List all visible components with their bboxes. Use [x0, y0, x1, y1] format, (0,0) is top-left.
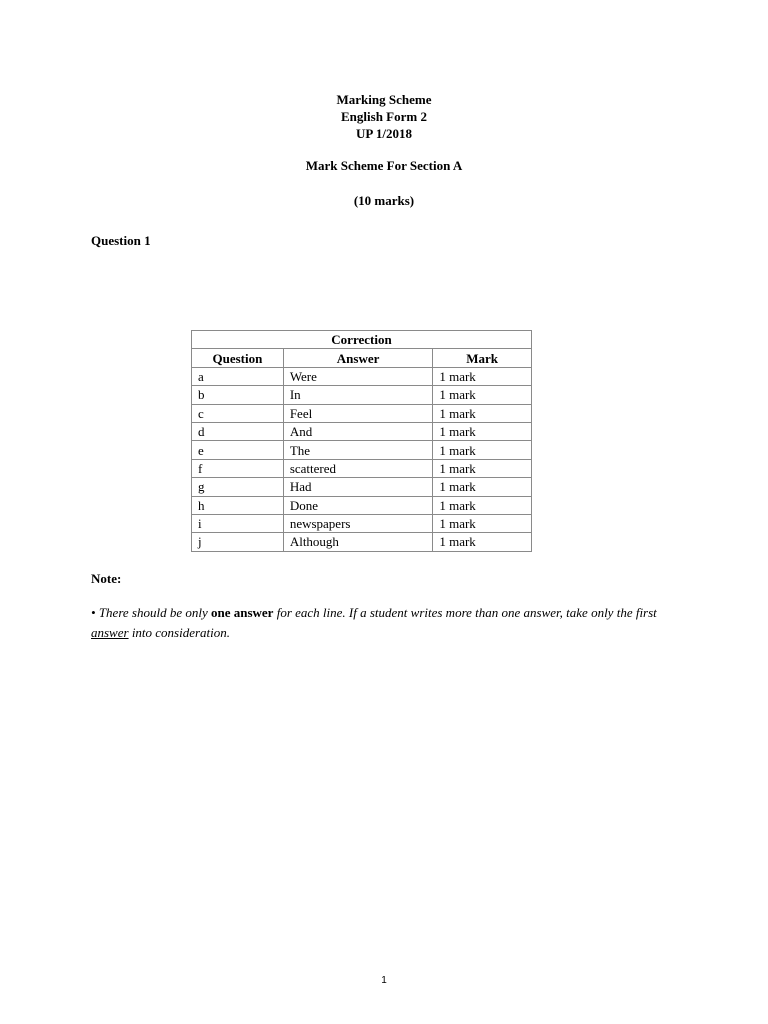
- section-title: Mark Scheme For Section A: [305, 158, 463, 173]
- note-text-part1: There should be only: [98, 605, 211, 620]
- note-heading: Note:: [91, 571, 122, 586]
- note-text-bold: one answer: [210, 605, 274, 620]
- note-bullet: •: [91, 605, 96, 620]
- cell-mark: 1 mark: [433, 514, 532, 532]
- cell-answer: The: [283, 441, 433, 459]
- correction-table: [191, 330, 532, 552]
- column-header-answer: Answer: [283, 349, 433, 367]
- cell-mark: 1 mark: [433, 496, 532, 514]
- cell-question: f: [192, 459, 284, 477]
- cell-question: g: [192, 478, 284, 496]
- question-heading: Question 1: [91, 233, 151, 248]
- header-subject: English Form 2: [341, 109, 427, 124]
- column-header-mark: Mark: [433, 349, 532, 367]
- cell-mark: 1 mark: [433, 422, 532, 440]
- cell-mark: 1 mark: [433, 459, 532, 477]
- cell-question: c: [192, 404, 284, 422]
- note-text-part3: into consideration.: [128, 625, 231, 640]
- table-row: [192, 533, 532, 551]
- cell-mark: 1 mark: [433, 386, 532, 404]
- cell-answer: newspapers: [283, 514, 433, 532]
- cell-mark: 1 mark: [433, 478, 532, 496]
- marks-total: (10 marks): [353, 193, 415, 208]
- cell-question: i: [192, 514, 284, 532]
- cell-mark: 1 mark: [433, 533, 532, 551]
- table-row: [192, 514, 532, 532]
- header-title: Marking Scheme: [336, 92, 432, 107]
- note-text-underlined: answer: [91, 625, 129, 640]
- cell-question: e: [192, 441, 284, 459]
- table-row: [192, 386, 532, 404]
- cell-answer: Feel: [283, 404, 433, 422]
- cell-answer: scattered: [283, 459, 433, 477]
- note-text: [91, 603, 681, 643]
- table-header-row: [192, 349, 532, 367]
- table-row: [192, 459, 532, 477]
- table-row: [192, 441, 532, 459]
- document-header: [0, 91, 768, 142]
- cell-mark: 1 mark: [433, 367, 532, 385]
- cell-answer: Had: [283, 478, 433, 496]
- header-exam-code: UP 1/2018: [356, 126, 412, 141]
- cell-question: j: [192, 533, 284, 551]
- table-row: [192, 367, 532, 385]
- table-row: [192, 478, 532, 496]
- cell-mark: 1 mark: [433, 441, 532, 459]
- cell-mark: 1 mark: [433, 404, 532, 422]
- table-body: [192, 367, 532, 551]
- table-caption: Correction: [192, 331, 532, 349]
- cell-answer: Done: [283, 496, 433, 514]
- column-header-question: Question: [192, 349, 284, 367]
- cell-question: h: [192, 496, 284, 514]
- cell-question: b: [192, 386, 284, 404]
- table-row: [192, 422, 532, 440]
- note-text-part2: for each line. If a student writes more than one answer, take only the first: [273, 605, 657, 620]
- cell-question: d: [192, 422, 284, 440]
- table-row: [192, 496, 532, 514]
- cell-answer: In: [283, 386, 433, 404]
- table-caption-row: [192, 331, 532, 349]
- cell-question: a: [192, 367, 284, 385]
- cell-answer: Were: [283, 367, 433, 385]
- page-number: 1: [381, 975, 387, 986]
- table-row: [192, 404, 532, 422]
- cell-answer: And: [283, 422, 433, 440]
- cell-answer: Although: [283, 533, 433, 551]
